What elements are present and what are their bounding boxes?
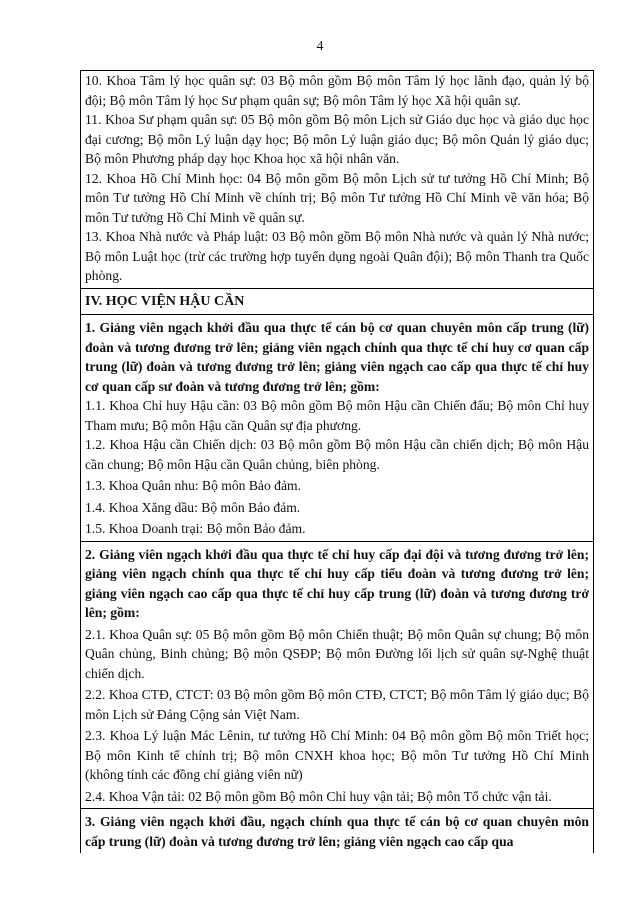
table-row [81, 541, 594, 809]
list-item: 12. Khoa Hồ Chí Minh học: 04 Bộ môn gồm Bộ môn Lịch sử tư tưởng Hồ Chí Minh; Bộ môn Tư tưởng Hồ Chí Minh về chính trị; Bộ môn Tư tưởng Hồ Chí Minh về văn hóa; Bộ môn Tư tưởng Hồ Chí Minh về quân sự. [85, 170, 589, 225]
list-item: 13. Khoa Nhà nước và Pháp luật: 03 Bộ môn gồm Bộ môn Nhà nước và quản lý Nhà nước; Bộ môn Luật học (trừ các trường hợp tuyển dụng ngoài Quân đội); Bộ môn Thanh tra Quốc phòng. [85, 229, 589, 283]
list-item: 2.1. Khoa Quân sự: 05 Bộ môn gồm Bộ môn Chiến thuật; Bộ môn Quân sự chung; Bộ môn Quân chủng, Binh chủng; Bộ môn QSĐP; Bộ môn Đường lối lịch sử quân sự-Nghệ thuật chiến dịch. [85, 626, 589, 681]
table-cell [81, 71, 594, 289]
group-title: 2. Giảng viên ngạch khởi đầu qua thực tế chỉ huy cấp đại đội và tương đương trở lên; giảng viên ngạch chính qua thực tế chỉ huy cấp tiểu đoàn và tương đương trở lên; giảng viên ngạch cao cấp qua thực tế chỉ huy cấp trung (lữ) đoàn và tương đương trở lên; gồm: [85, 546, 589, 620]
table-row [81, 315, 594, 542]
group-title: 1. Giảng viên ngạch khởi đầu qua thực tế cán bộ cơ quan chuyên môn cấp trung (lữ) đoàn và tương đương trở lên; giảng viên ngạch chính qua thực tế chỉ huy cơ quan cấp trung (lữ) đoàn và tương đương trở lên; giảng viên ngạch cao cấp qua thực tế chỉ huy cơ quan cấp sư đoàn và tương đương trở lên; gồm: [85, 320, 589, 394]
table-cell [81, 315, 594, 542]
table-row [81, 809, 594, 854]
list-item: 11. Khoa Sư phạm quân sự: 05 Bộ môn gồm Bộ môn Lịch sử Giáo dục học và giáo dục học đại cương; Bộ môn Lý luận dạy học; Bộ môn Lý luận giáo dục; Bộ môn Quản lý giáo dục; Bộ môn Phương pháp dạy học Khoa học xã hội nhân văn. [85, 112, 589, 166]
list-item: 1.3. Khoa Quân nhu: Bộ môn Bảo đảm. [85, 478, 301, 493]
list-item: 10. Khoa Tâm lý học quân sự: 03 Bộ môn gồm Bộ môn Tâm lý học lãnh đạo, quản lý bộ đội; Bộ môn Tâm lý học Sư phạm quân sự; Bộ môn Tâm lý học Xã hội quân sự. [85, 73, 589, 108]
group-title: 3. Giảng viên ngạch khởi đầu, ngạch chính qua thực tế cán bộ cơ quan chuyên môn cấp trung (lữ) đoàn và tương đương trở lên; giảng viên ngạch cao cấp qua [85, 814, 589, 849]
list-item: 2.4. Khoa Vận tải: 02 Bộ môn gồm Bộ môn Chỉ huy vận tải; Bộ môn Tổ chức vận tải. [85, 788, 552, 804]
table-row [81, 71, 594, 289]
table-cell [81, 541, 594, 809]
section-heading: IV. HỌC VIỆN HẬU CẦN [85, 293, 245, 309]
list-item: 2.2. Khoa CTĐ, CTCT: 03 Bộ môn gồm Bộ môn CTĐ, CTCT; Bộ môn Tâm lý giáo dục; Bộ môn Lịch sử Đảng Cộng sản Việt Nam. [85, 687, 589, 722]
list-item: 1.2. Khoa Hậu cần Chiến dịch: 03 Bộ môn gồm Bộ môn Hậu cần chiến dịch; Bộ môn Hậu cần chung; Bộ môn Hậu cần Quân chủng, biên phòng. [85, 437, 589, 472]
content-table [80, 70, 594, 853]
table-cell [81, 288, 594, 315]
table-row [81, 288, 594, 315]
table-cell [81, 809, 594, 854]
list-item: 1.5. Khoa Doanh trại: Bộ môn Bảo đảm. [85, 521, 306, 536]
list-item: 1.1. Khoa Chỉ huy Hậu cần: 03 Bộ môn gồm Bộ môn Hậu cần Chiến đấu; Bộ môn Chỉ huy Tham mưu; Bộ môn Hậu cần Quân sự địa phương. [85, 398, 589, 433]
list-item: 2.3. Khoa Lý luận Mác Lênin, tư tưởng Hồ Chí Minh: 04 Bộ môn gồm Bộ môn Triết học; Bộ môn Kinh tế chính trị; Bộ môn CNXH khoa học; Bộ môn Tư tưởng Hồ Chí Minh (không tính các đồng chí giảng viên nữ) [85, 728, 589, 782]
page-number: 4 [316, 39, 324, 54]
list-item: 1.4. Khoa Xăng dầu: Bộ môn Bảo đảm. [85, 499, 301, 515]
